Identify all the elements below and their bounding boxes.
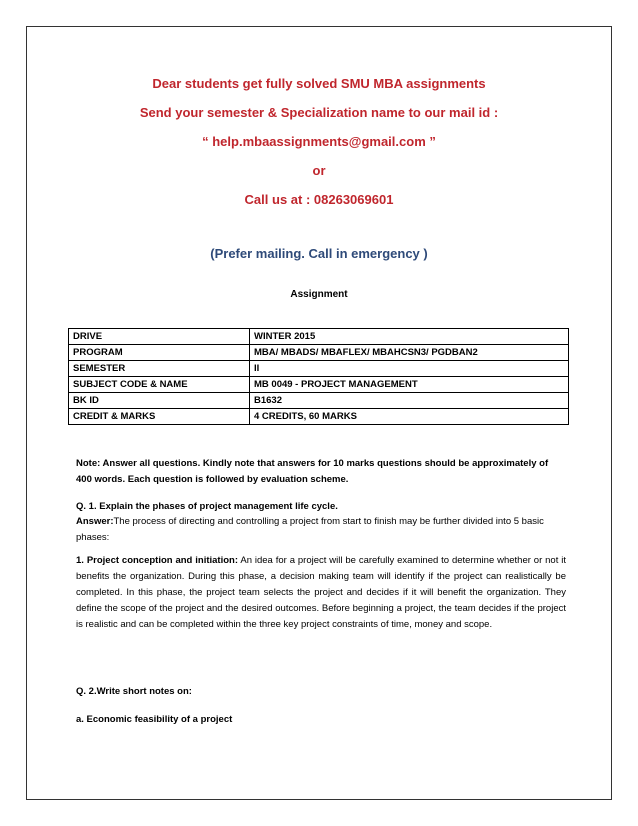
header-email[interactable]: “ help.mbaassignments@gmail.com ” [202, 134, 436, 149]
table-row [69, 409, 569, 425]
table-cell-label: DRIVE [69, 329, 250, 345]
table-cell-label: SEMESTER [69, 361, 250, 377]
table-cell-label: SUBJECT CODE & NAME [69, 377, 250, 393]
assignment-title: Assignment [290, 289, 348, 300]
header-promo-line: Dear students get fully solved SMU MBA assignments [152, 76, 486, 91]
table-cell-value: B1632 [250, 393, 569, 409]
question-2: Q. 2.Write short notes on: [76, 686, 192, 697]
table-cell-value: WINTER 2015 [250, 329, 569, 345]
table-cell-label: PROGRAM [69, 345, 250, 361]
table-cell-label: CREDIT & MARKS [69, 409, 250, 425]
table-cell-value: MBA/ MBADS/ MBAFLEX/ MBAHCSN3/ PGDBAN2 [250, 345, 569, 361]
answer-label: Answer: [76, 516, 114, 527]
table-cell-value: 4 CREDITS, 60 MARKS [250, 409, 569, 425]
table-row [69, 361, 569, 377]
table-row [69, 377, 569, 393]
question-2-part-a: a. Economic feasibility of a project [76, 714, 233, 725]
answer-1-point-1 [76, 553, 566, 633]
table-cell-value: II [250, 361, 569, 377]
answer-1-text: The process of directing and controlling a project from start to finish may be further divided into 5 basic phases: [76, 516, 544, 543]
note-paragraph: Note: Answer all questions. Kindly note that answers for 10 marks questions should be approximately of 400 words. Each question is followed by evaluation scheme. [76, 458, 549, 485]
point-1-text: An idea for a project will be carefully examined to determine whether or not it benefits the organization. During this phase, a decision making team will identify if the project can realistically be completed. In this phase, the project team selects the project and decides if it will benefit the organization. They define the scope of the project and the desired outcomes. Before beginning a project, the team decides if the project is realistic and can be completed within the three key project constraints of time, money and scope. [76, 555, 566, 630]
info-table [68, 328, 569, 425]
question-1: Q. 1. Explain the phases of project management life cycle. [76, 501, 338, 512]
table-row [69, 329, 569, 345]
table-cell-label: BK ID [69, 393, 250, 409]
header-or: or [312, 163, 326, 178]
header-preference-note: (Prefer mailing. Call in emergency ) [210, 246, 428, 261]
point-1-title: 1. Project conception and initiation: [76, 555, 238, 566]
table-row [69, 345, 569, 361]
header-phone: Call us at : 08263069601 [244, 192, 394, 207]
header-semester-line: Send your semester & Specialization name to our mail id : [139, 105, 499, 120]
answer-1-intro [76, 514, 566, 546]
table-cell-value: MB 0049 - PROJECT MANAGEMENT [250, 377, 569, 393]
table-row [69, 393, 569, 409]
